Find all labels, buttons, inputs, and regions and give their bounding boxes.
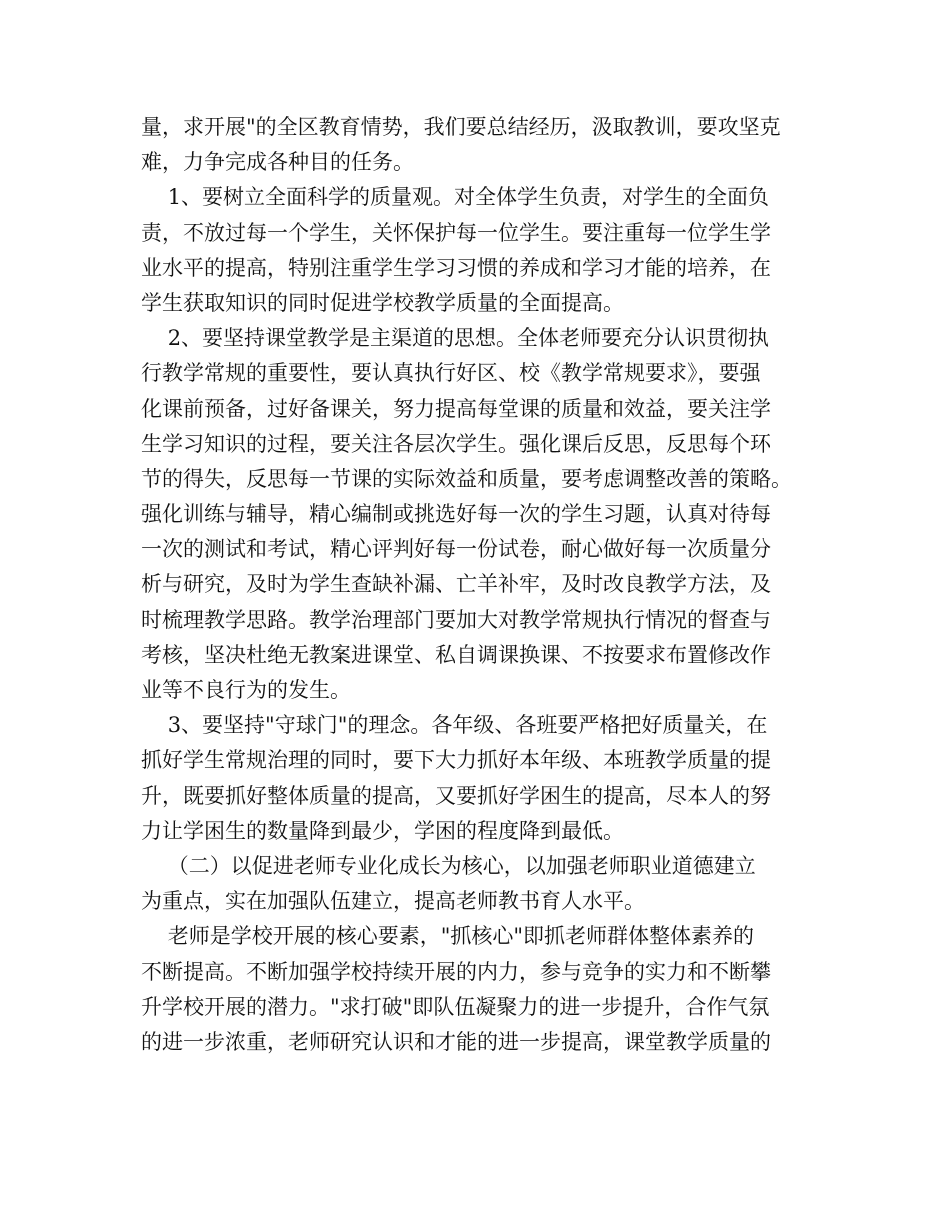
text-line: 3、要坚持"守球门"的理念。各年级、各班要严格把好质量关，在 <box>141 713 768 738</box>
text-line: 一次的测试和考试，精心评判好每一份试卷，耐心做好每一次质量分 <box>141 537 771 562</box>
text-line: 责，不放过每一个学生，关怀保护每一位学生。要注重每一位学生学 <box>141 220 771 245</box>
text-line: 量，求开展"的全区教育情势，我们要总结经历，汲取教训，要攻坚克 <box>141 115 781 139</box>
text-line: 强化训练与辅导，精心编制或挑选好每一次的学生习题，认真对待每 <box>141 502 771 527</box>
text-line: 2、要坚持课堂教学是主渠道的思想。全体老师要充分认识贯彻执 <box>141 326 770 351</box>
text-line: 化课前预备，过好备课关，努力提高每堂课的质量和效益，要关注学 <box>141 396 771 421</box>
text-line: 行教学常规的重要性，要认真执行好区、校《教学常规要求》，要强 <box>141 361 761 386</box>
text-line: 力让学困生的数量降到最少，学困的程度降到最低。 <box>141 818 624 843</box>
text-line: 业等不良行为的发生。 <box>141 678 351 702</box>
body-text <box>141 110 821 1060</box>
text-line: 生学习知识的过程，要关注各层次学生。强化课后反思，反思每个环 <box>141 431 771 456</box>
text-line: 不断提高。不断加强学校持续开展的内力，参与竞争的实力和不断攀 <box>141 959 771 984</box>
text-line: 难，力争完成各种目的任务。 <box>141 150 414 175</box>
text-line: 时梳理教学思路。教学治理部门要加大对教学常规执行情况的督查与 <box>141 607 771 632</box>
text-line: 节的得失，反思每一节课的实际效益和质量，要考虑调整改善的策略。 <box>141 466 792 491</box>
text-line: 为重点，实在加强队伍建立，提高老师教书育人水平。 <box>141 889 645 914</box>
text-line: 升，既要抓好整体质量的提高，又要抓好学困生的提高，尽本人的努 <box>141 783 771 808</box>
text-line: 抓好学生常规治理的同时，要下大力抓好本年级、本班教学质量的提 <box>141 748 771 773</box>
text-line: （二）以促进老师专业化成长为核心，以加强老师职业道德建立 <box>141 853 756 878</box>
text-line: 老师是学校开展的核心要素，"抓核心"即抓老师群体整体素养的 <box>141 924 755 949</box>
text-line: 学生获取知识的同时促进学校教学质量的全面提高。 <box>141 290 624 315</box>
text-line: 的进一步浓重，老师研究认识和才能的进一步提高，课堂教学质量的 <box>141 1029 771 1054</box>
text-line: 业水平的提高，特别注重学生学习习惯的养成和学习才能的培养，在 <box>141 255 771 280</box>
text-line: 析与研究，及时为学生查缺补漏、亡羊补牢，及时改良教学方法，及 <box>141 572 771 597</box>
text-line: 考核，坚决杜绝无教案进课堂、私自调课换课、不按要求布置修改作 <box>141 642 771 667</box>
text-line: 1、要树立全面科学的质量观。对全体学生负责，对学生的全面负 <box>141 185 770 210</box>
text-line: 升学校开展的潜力。"求打破"即队伍凝聚力的进一步提升，合作气氛 <box>141 994 770 1019</box>
